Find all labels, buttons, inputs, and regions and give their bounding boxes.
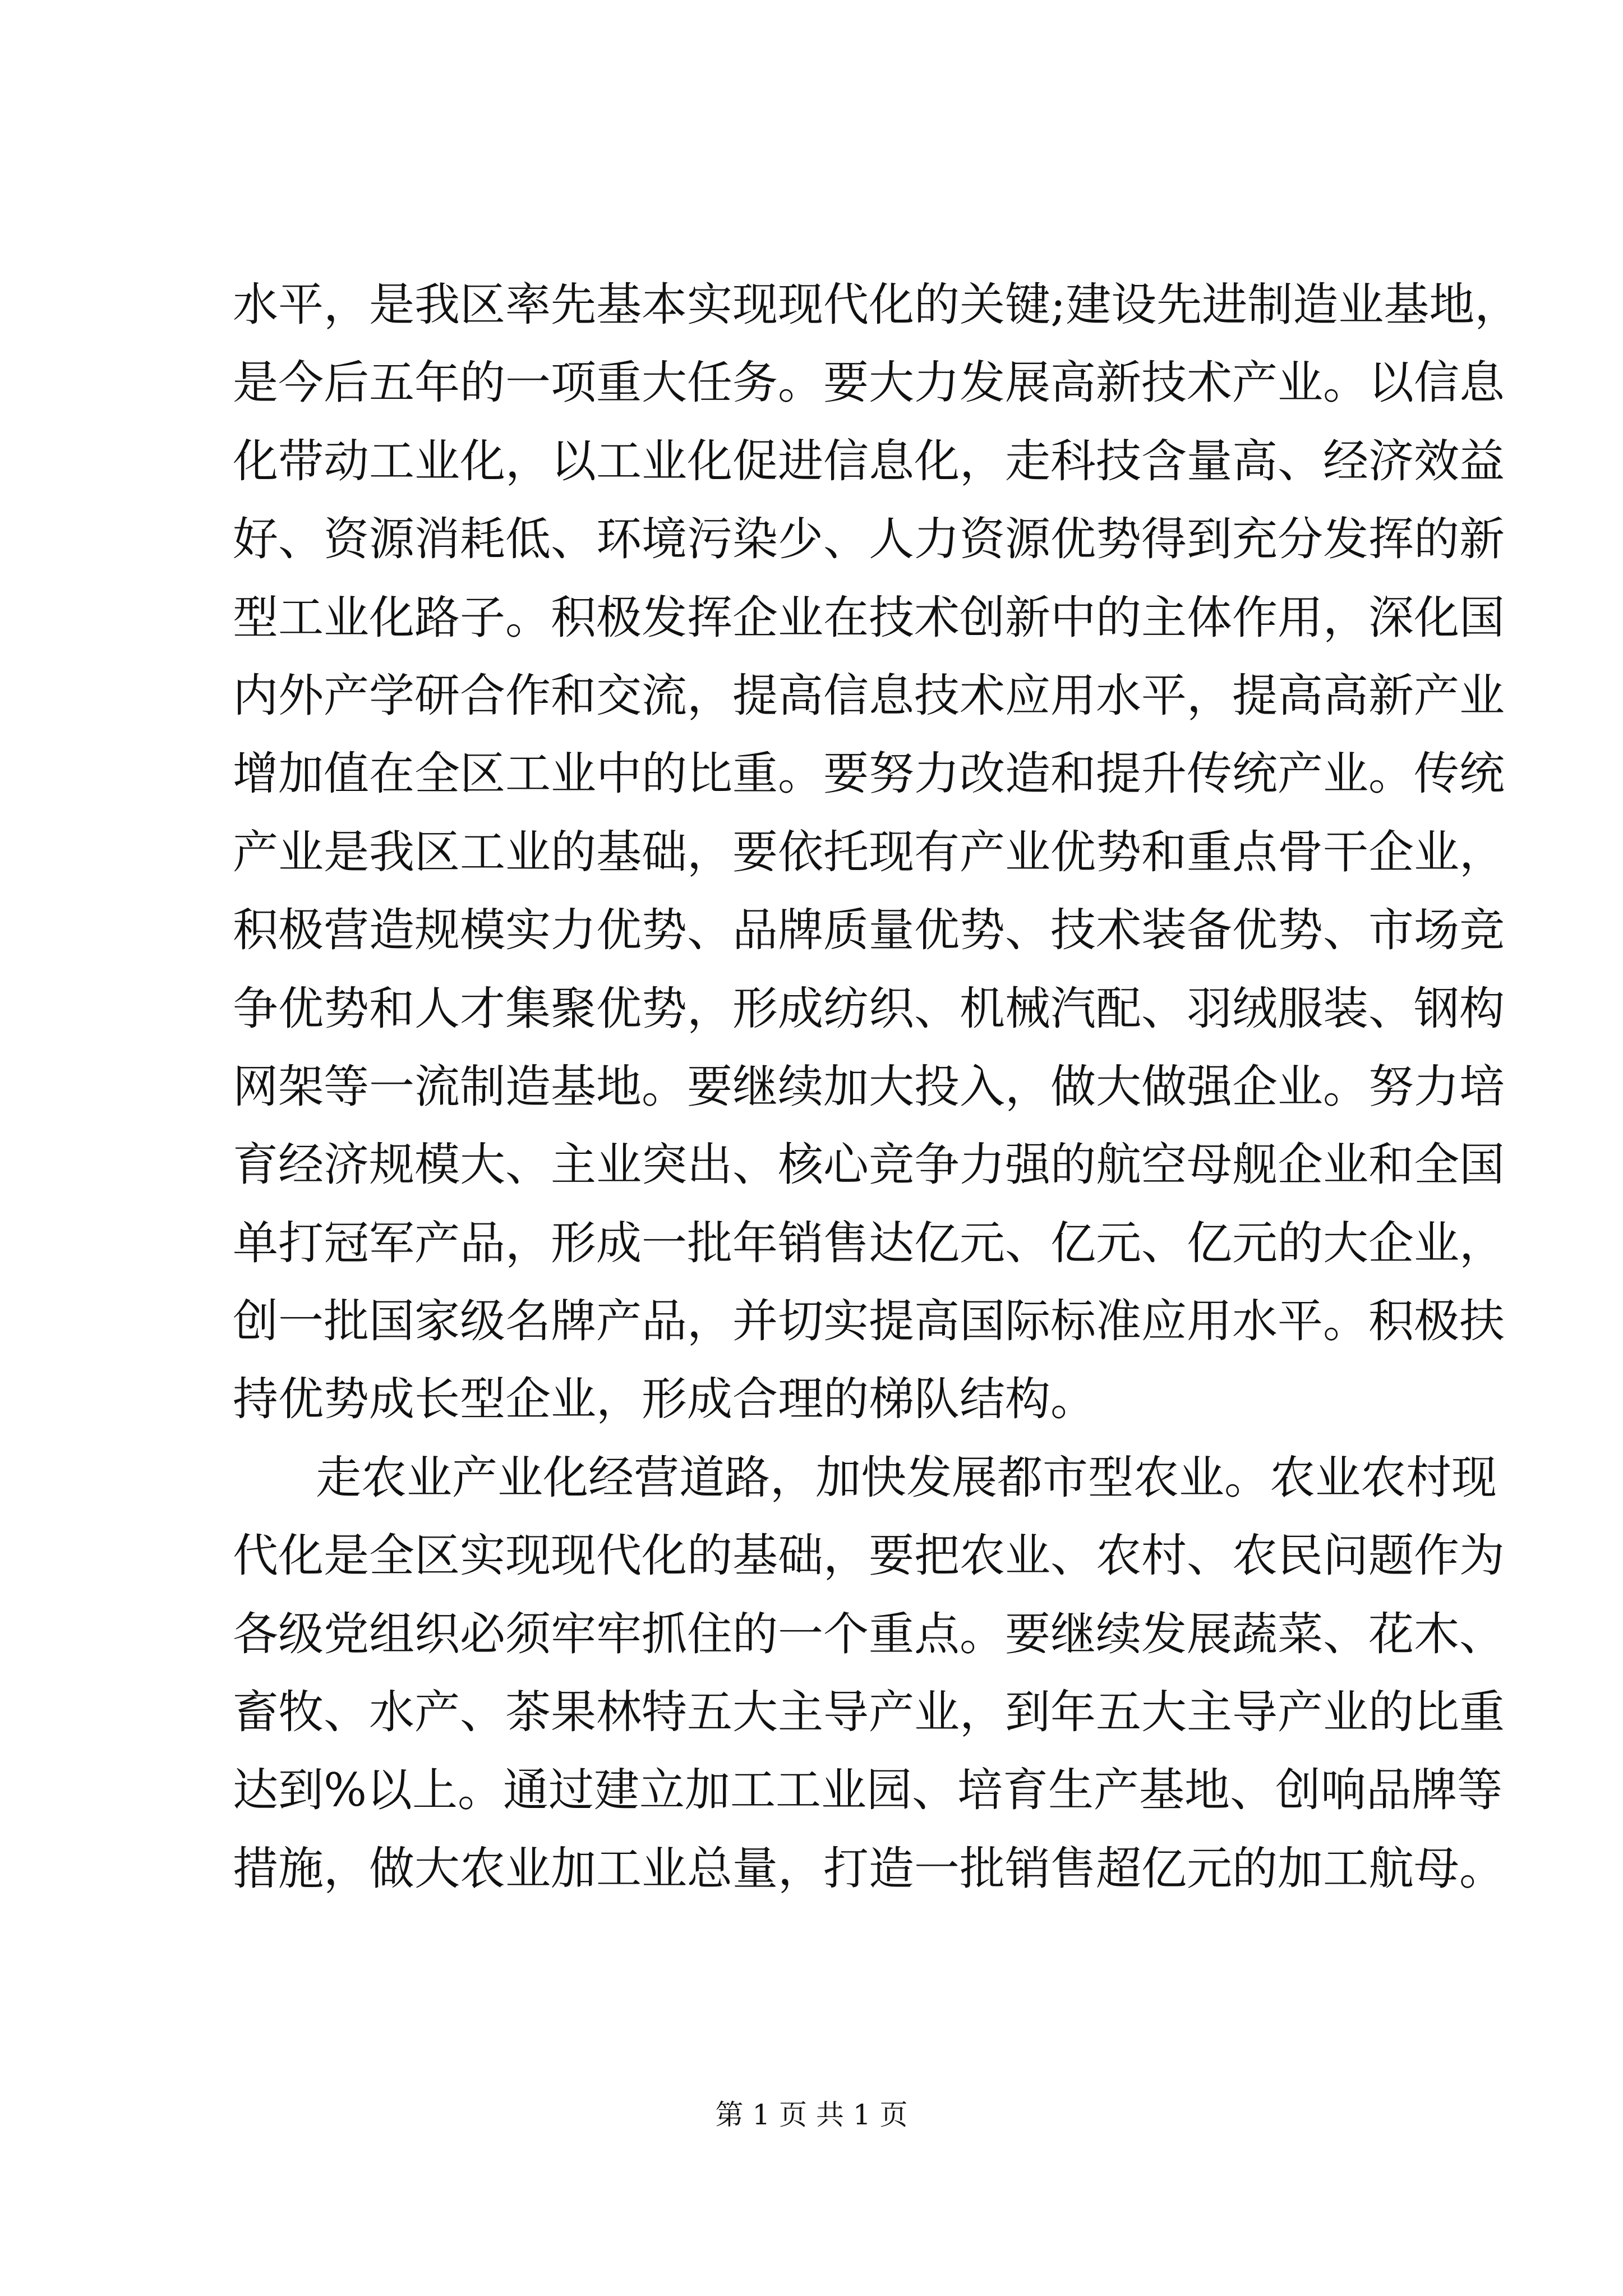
text-line: 畜牧、水产、茶果林特五大主导产业，到年五大主导产业的比重: [233, 1686, 1505, 1740]
text-line: 各级党组织必须牢牢抓住的一个重点。要继续发展蔬菜、花木、: [233, 1608, 1505, 1661]
text-line: 是今后五年的一项重大任务。要大力发展高新技术产业。以信息: [233, 357, 1505, 410]
text-line: 化带动工业化，以工业化促进信息化，走科技含量高、经济效益: [233, 435, 1505, 488]
text-line: 持优势成长型企业，形成合理的梯队结构。: [233, 1373, 1096, 1427]
text-line: 育经济规模大、主业突出、核心竞争力强的航空母舰企业和全国: [233, 1139, 1505, 1192]
text-line: 网架等一流制造基地。要继续加大投入，做大做强企业。努力培: [233, 1060, 1505, 1114]
text-line: 达到%以上。通过建立加工工业园、培育生产基地、创响品牌等: [233, 1764, 1502, 1818]
text-line: 措施，做大农业加工业总量，打造一批销售超亿元的加工航母。: [233, 1842, 1505, 1895]
text-line: 好、资源消耗低、环境污染少、人力资源优势得到充分发挥的新: [233, 513, 1505, 567]
paragraph: [233, 266, 1520, 1439]
text-line: 创一批国家级名牌产品，并切实提高国际标准应用水平。积极扶: [233, 1295, 1505, 1349]
text-line: 内外产学研合作和交流，提高信息技术应用水平，提高高新产业: [233, 669, 1505, 723]
page-number-footer: 第 1 页 共 1 页: [715, 2099, 908, 2131]
text-line: 走农业产业化经营道路，加快发展都市型农业。农业农村现: [316, 1451, 1497, 1504]
text-line: 积极营造规模实力优势、品牌质量优势、技术装备优势、市场竞: [233, 904, 1505, 958]
text-line: 产业是我区工业的基础，要依托现有产业优势和重点骨干企业，: [233, 826, 1505, 879]
document-body: [233, 266, 1520, 1908]
text-line: 水平，是我区率先基本实现现代化的关键;建设先进制造业基地，: [233, 279, 1520, 332]
paragraph: [233, 1439, 1505, 1908]
text-line: 代化是全区实现现代化的基础，要把农业、农村、农民问题作为: [233, 1530, 1505, 1583]
text-line: 型工业化路子。积极发挥企业在技术创新中的主体作用，深化国: [233, 591, 1505, 645]
text-line: 增加值在全区工业中的比重。要努力改造和提升传统产业。传统: [233, 748, 1505, 801]
text-line: 单打冠军产品，形成一批年销售达亿元、亿元、亿元的大企业，: [233, 1217, 1505, 1270]
text-line: 争优势和人才集聚优势，形成纺织、机械汽配、羽绒服装、钢构: [233, 982, 1505, 1036]
